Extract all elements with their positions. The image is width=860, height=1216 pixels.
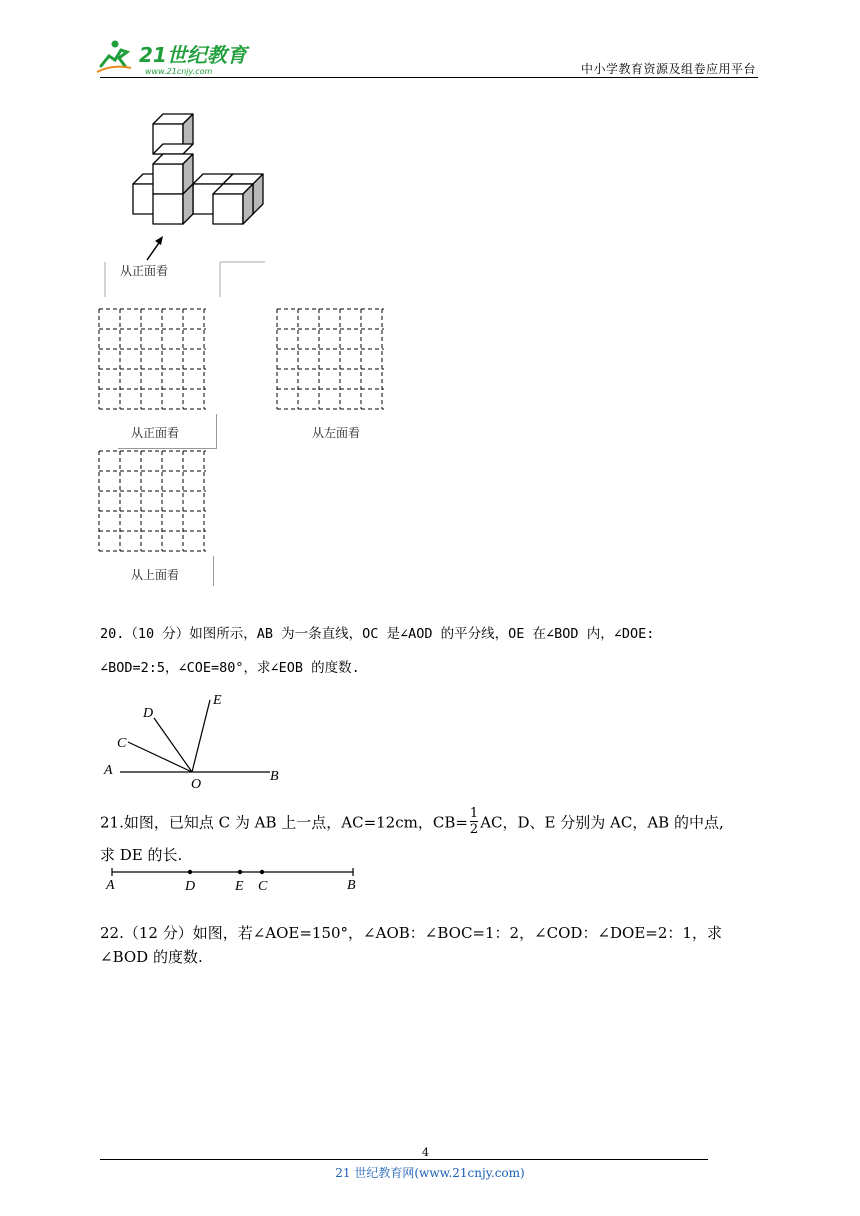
top-view-grid bbox=[98, 450, 208, 554]
q22-line2: ∠BOD 的度数. bbox=[100, 948, 203, 966]
q21-segment-figure bbox=[100, 862, 370, 894]
q21-line1-b: AC，D、E 分别为 AC，AB 的中点, bbox=[480, 813, 724, 832]
q20-label-a: A bbox=[104, 763, 113, 778]
q21-frac-den: 2 bbox=[469, 822, 479, 837]
q21-fraction bbox=[470, 806, 478, 837]
q20-label-c: C bbox=[117, 736, 127, 751]
page-number: 4 bbox=[422, 1146, 429, 1159]
q20-label-b: B bbox=[270, 769, 279, 784]
q22-line1: 22.（12 分）如图，若∠AOE=150°，∠AOB：∠BOC=1：2，∠COD：∠DOE=2：1，求 bbox=[100, 924, 722, 942]
q21-line1 bbox=[100, 808, 765, 839]
footer-rule bbox=[100, 1159, 708, 1160]
q21-label-b: B bbox=[347, 878, 356, 893]
site-logo bbox=[95, 38, 255, 78]
q20-label-o: O bbox=[191, 777, 202, 790]
q21-frac-num: 1 bbox=[469, 806, 479, 821]
q21-label-d: D bbox=[185, 879, 196, 894]
arrow-caption: 从正面看 bbox=[120, 264, 169, 278]
top-grid-caption: 从上面看 bbox=[131, 568, 180, 582]
q20-label-d: D bbox=[143, 706, 154, 721]
q20-angle-figure bbox=[100, 690, 290, 790]
q21-label-e: E bbox=[235, 879, 244, 894]
left-view-grid bbox=[276, 308, 386, 412]
q20-line1: 20.（10 分）如图所示，AB 为一条直线，OC 是∠AOD 的平分线，OE 在∠BOD 内，∠DOE: bbox=[100, 626, 655, 642]
runner-icon bbox=[97, 41, 131, 73]
q21-line1-a: 21.如图，已知点 C 为 AB 上一点，AC=12cm，CB= bbox=[100, 813, 468, 832]
q21-line2: 求 DE 的长. bbox=[100, 846, 183, 864]
q21-label-a: A bbox=[106, 878, 115, 893]
q21-label-c: C bbox=[258, 879, 268, 894]
q20-label-e: E bbox=[213, 693, 222, 708]
header-platform-text: 中小学教育资源及组卷应用平台 bbox=[580, 62, 756, 76]
logo-text: 21世纪教育 bbox=[139, 43, 247, 67]
logo-url: www.21cnjy.com bbox=[145, 67, 213, 76]
footer-site-link[interactable]: 21 世纪教育网(www.21cnjy.com) bbox=[335, 1166, 525, 1180]
left-grid-caption: 从左面看 bbox=[312, 426, 361, 440]
q20-line2: ∠BOD=2:5，∠COE=80°，求∠EOB 的度数. bbox=[100, 660, 360, 676]
front-view-grid bbox=[98, 308, 208, 412]
front-grid-caption: 从正面看 bbox=[131, 426, 180, 440]
header-rule bbox=[100, 77, 758, 78]
